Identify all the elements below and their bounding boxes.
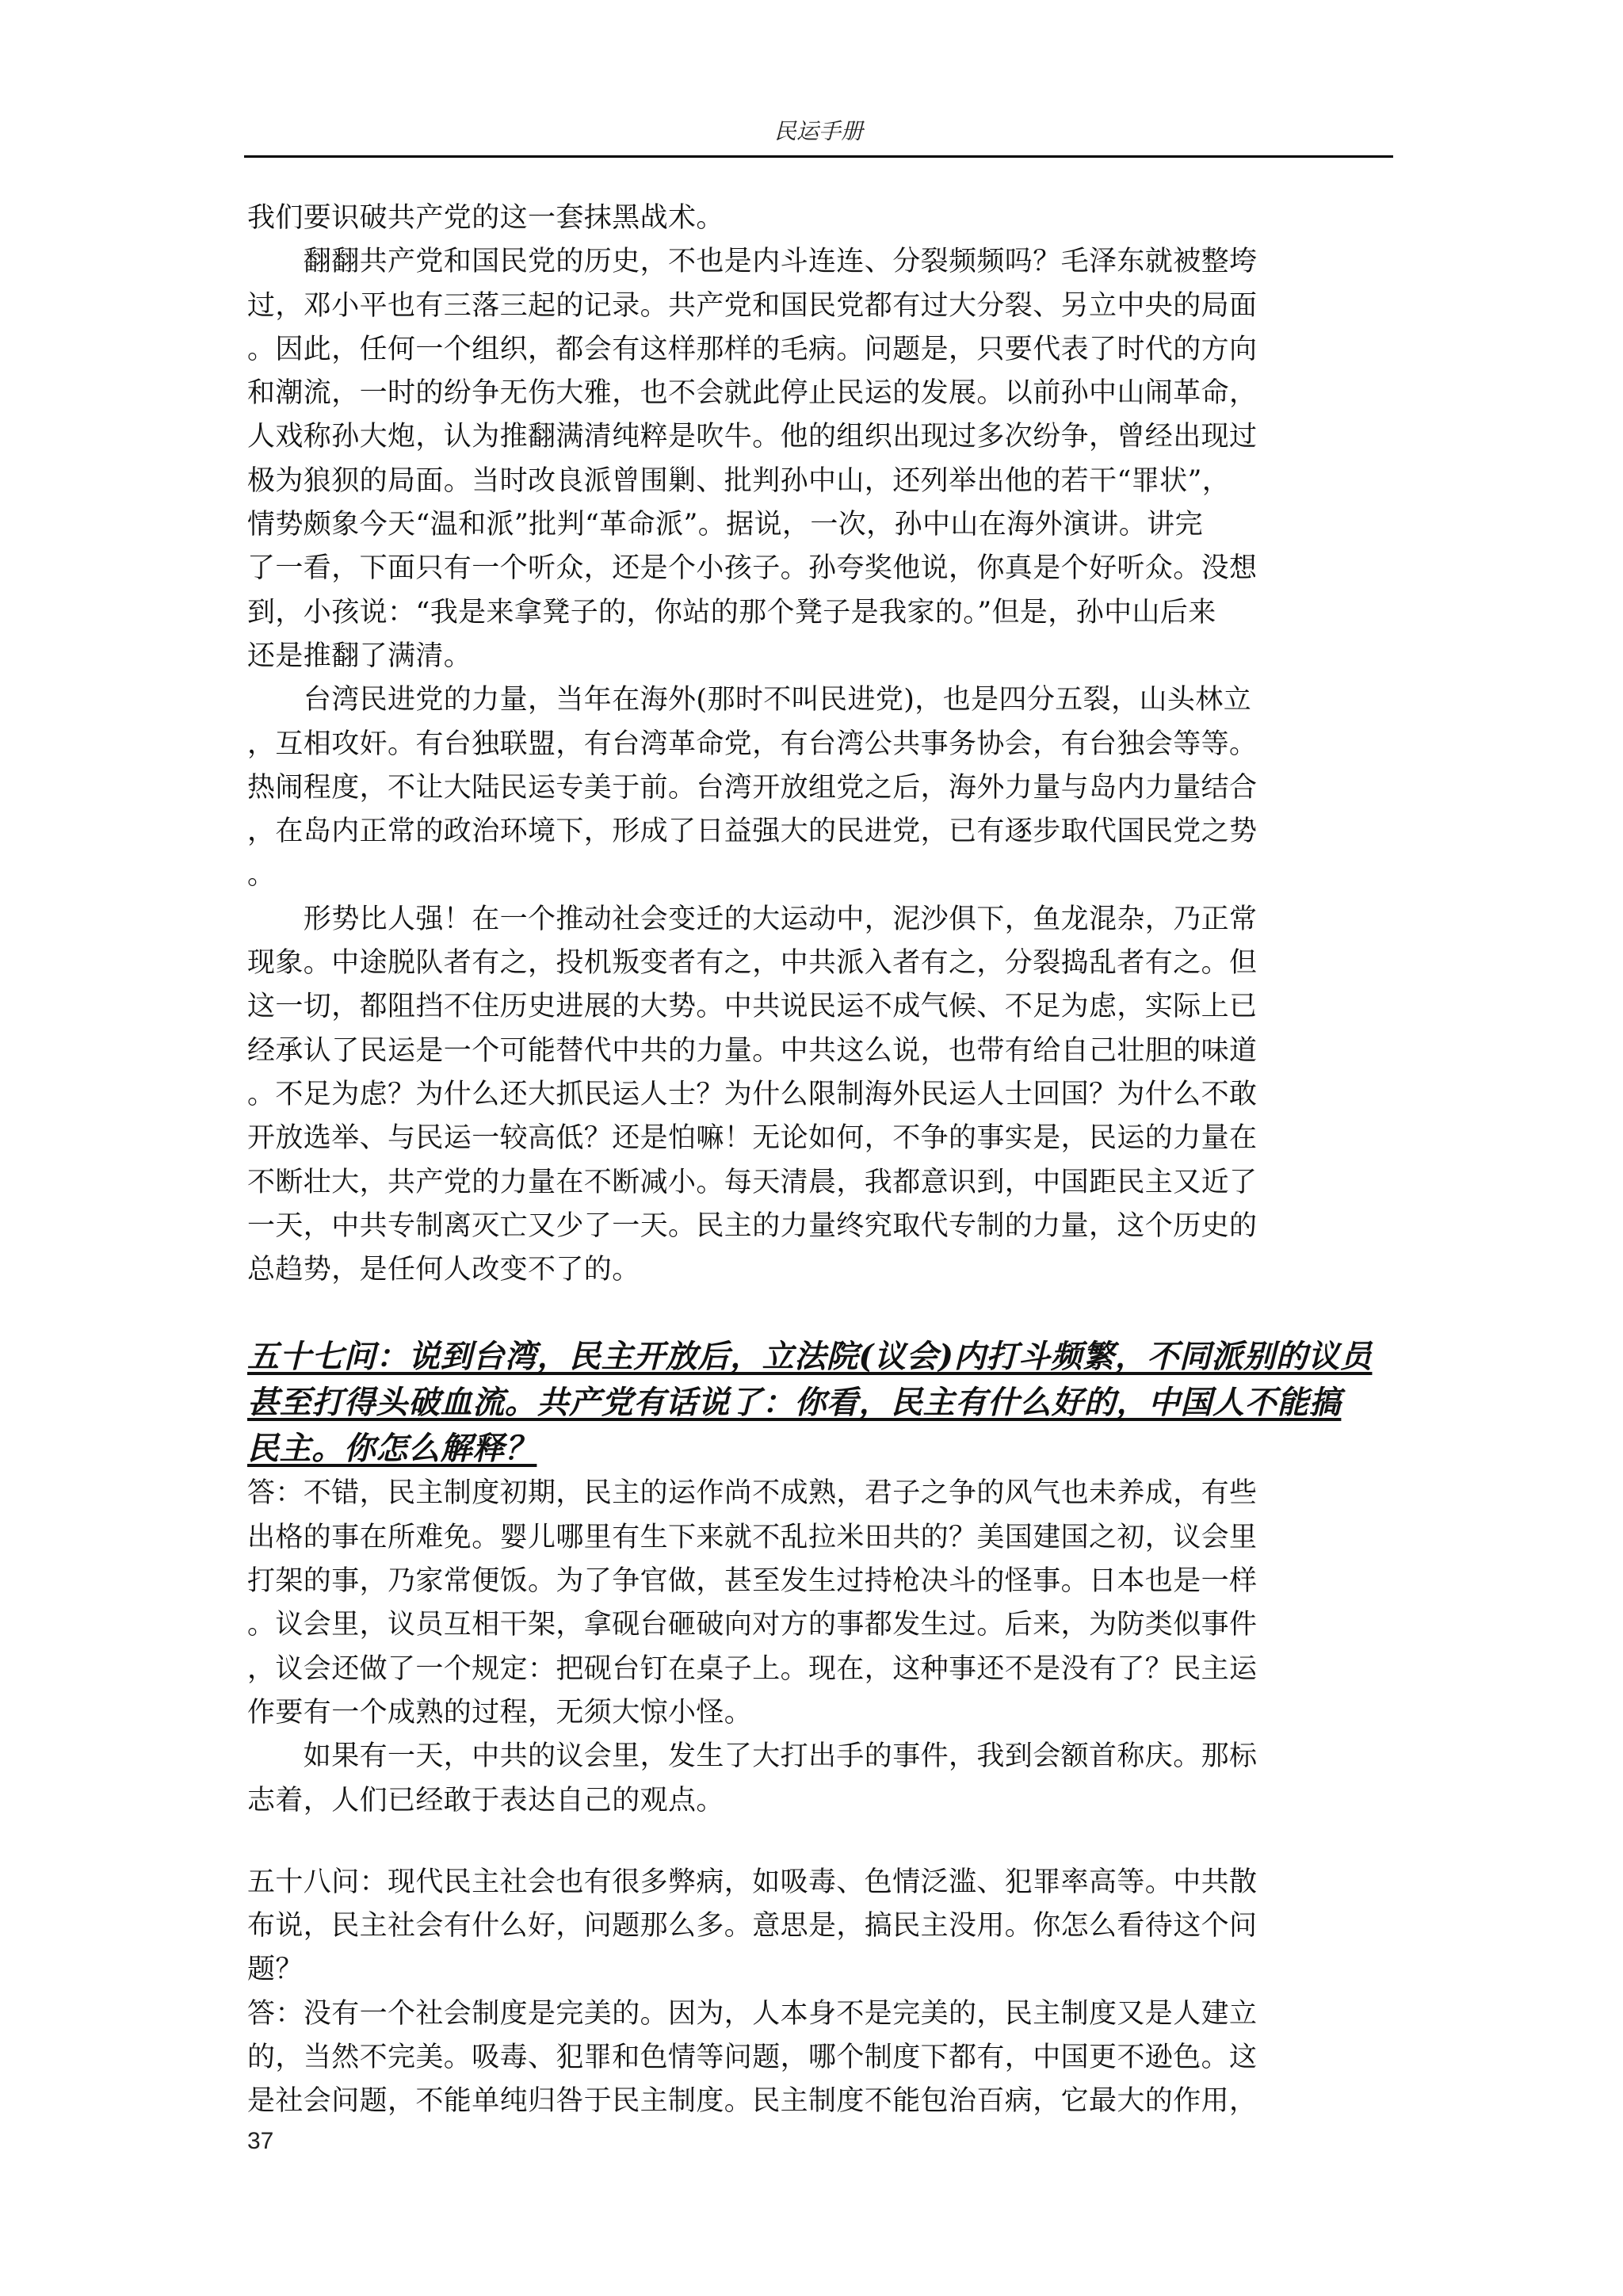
text-line: 热闹程度，不让大陆民运专美于前。台湾开放组党之后，海外力量与岛内力量结合	[247, 771, 1258, 804]
text-line: 打架的事，乃家常便饭。为了争官做，甚至发生过持枪决斗的怪事。日本也是一样	[247, 1565, 1258, 1598]
text-line: 翻翻共产党和国民党的历史，不也是内斗连连、分裂频频吗？毛泽东就被整垮	[247, 246, 1258, 278]
text-line: ，在岛内正常的政治环境下，形成了日益强大的民进党，已有逐步取代国民党之势	[247, 816, 1258, 848]
text-line: 人戏称孙大炮，认为推翻满清纯粹是吹牛。他的组织出现过多次纷争，曾经出现过	[247, 421, 1258, 453]
text-line: 志着，人们已经敢于表达自己的观点。	[247, 1784, 724, 1817]
question-57-heading	[247, 1334, 1373, 1472]
text-line: 一天，中共专制离灭亡又少了一天。民主的力量终究取代专制的力量，这个历史的	[247, 1209, 1258, 1242]
heading-line: 甚至打得头破血流。共产党有话说了：你看，民主有什么好的，中国人不能搞	[247, 1384, 1342, 1422]
text-line: 和潮流，一时的纷争无伤大雅，也不会就此停止民运的发展。以前孙中山闹革命，	[247, 377, 1258, 410]
text-line: 。不足为虑？为什么还大抓民运人士？为什么限制海外民运人士回国？为什么不敢	[247, 1078, 1258, 1110]
text-line: 布说，民主社会有什么好，问题那么多。意思是，搞民主没用。你怎么看待这个问	[247, 1910, 1258, 1943]
text-line: 我们要识破共产党的这一套抹黑战术。	[247, 202, 724, 234]
text-line: ，议会还做了一个规定：把砚台钉在桌子上。现在，这种事还不是没有了？民主运	[247, 1652, 1258, 1685]
text-line: 台湾民进党的力量，当年在海外(那时不叫民进党)，也是四分五裂，山头林立	[247, 684, 1252, 716]
body-section-1	[247, 197, 1293, 1292]
text-line: 现象。中途脱队者有之，投机叛变者有之，中共派入者有之，分裂捣乱者有之。但	[247, 947, 1258, 980]
text-line: 如果有一天，中共的议会里，发生了大打出手的事件，我到会额首称庆。那标	[247, 1740, 1258, 1773]
text-line: 开放选举、与民运一较高低？还是怕嘛！无论如何，不争的事实是，民运的力量在	[247, 1122, 1258, 1155]
section-spacer	[247, 1292, 1293, 1334]
text-line: 还是推翻了满清。	[247, 640, 472, 672]
text-line: 答：不错，民主制度初期，民主的运作尚不成熟，君子之争的风气也未养成，有些	[247, 1477, 1258, 1510]
text-line: 。议会里，议员互相干架，拿砚台砸破向对方的事都发生过。后来，为防类似事件	[247, 1609, 1258, 1641]
header-rule	[244, 155, 1393, 158]
running-header-title: 民运手册	[773, 118, 863, 144]
text-line: 极为狼狈的局面。当时改良派曾围剿、批判孙中山，还列举出他的若干“罪状”，	[247, 464, 1231, 497]
text-line: 答：没有一个社会制度是完美的。因为，人本身不是完美的，民主制度又是人建立	[247, 1997, 1258, 2030]
page-body	[247, 197, 1373, 2124]
text-line: 作要有一个成熟的过程，无须大惊小怪。	[247, 1696, 753, 1729]
question-58	[247, 1861, 1293, 2124]
text-line: 到，小孩说：“我是来拿凳子的，你站的那个凳子是我家的。”但是，孙中山后来	[247, 596, 1216, 628]
text-line: ，互相攻奸。有台独联盟，有台湾革命党，有台湾公共事务协会，有台独会等等。	[247, 728, 1258, 760]
text-line: 形势比人强！在一个推动社会变迁的大运动中，泥沙俱下，鱼龙混杂，乃正常	[247, 903, 1258, 935]
text-line: 总趋势，是任何人改变不了的。	[247, 1254, 640, 1286]
text-line: 不断壮大，共产党的力量在不断减小。每天清晨，我都意识到，中国距民主又近了	[247, 1166, 1258, 1198]
text-line: 是社会问题，不能单纯归咎于民主制度。民主制度不能包治百病，它最大的作用，	[247, 2085, 1258, 2118]
text-line: 。因此，任何一个组织，都会有这样那样的毛病。问题是，只要代表了时代的方向	[247, 333, 1258, 365]
text-line: 这一切，都阻挡不住历史进展的大势。中共说民运不成气候、不足为虑，实际上已	[247, 991, 1258, 1023]
section-spacer	[247, 1823, 1293, 1861]
page-header	[244, 116, 1393, 155]
text-line: 五十八问：现代民主社会也有很多弊病，如吸毒、色情泛滥、犯罪率高等。中共散	[247, 1866, 1258, 1898]
page-number: 37	[247, 2128, 274, 2154]
text-line: 的，当然不完美。吸毒、犯罪和色情等问题，哪个制度下都有，中国更不逊色。这	[247, 2041, 1258, 2073]
text-line: 。	[247, 859, 276, 892]
answer-57	[247, 1472, 1293, 1822]
heading-line: 五十七问：说到台湾，民主开放后，立法院(议会)内打斗频繁，不同派别的议员	[247, 1338, 1373, 1376]
text-line: 经承认了民运是一个可能替代中共的力量。中共这么说，也带有给自己壮胆的味道	[247, 1034, 1258, 1067]
text-line: 过，邓小平也有三落三起的记录。共产党和国民党都有过大分裂、另立中央的局面	[247, 289, 1258, 322]
text-line: 了一看，下面只有一个听众，还是个小孩子。孙夸奖他说，你真是个好听众。没想	[247, 552, 1258, 585]
text-line: 出格的事在所难免。婴儿哪里有生下来就不乱拉米田共的？美国建国之初，议会里	[247, 1521, 1258, 1553]
heading-line: 民主。你怎么解释？	[247, 1430, 537, 1468]
text-line: 情势颇象今天“温和派”批判“革命派”。据说，一次，孙中山在海外演讲。讲完	[247, 509, 1203, 541]
text-line: 题？	[247, 1954, 304, 1986]
